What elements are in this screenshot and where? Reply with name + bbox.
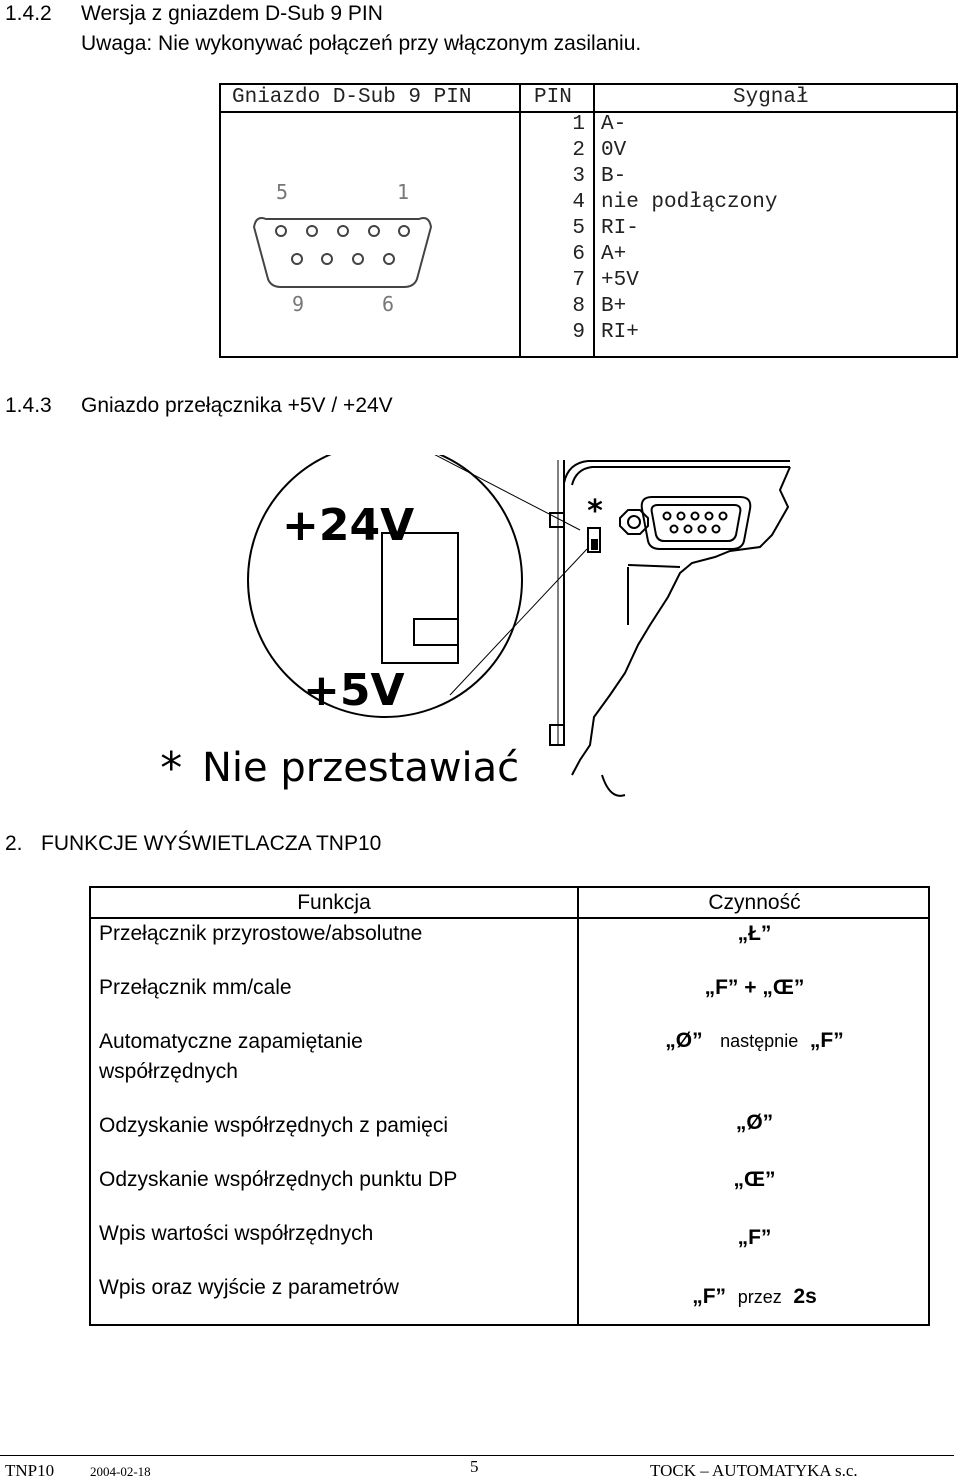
section-heading-2 bbox=[5, 832, 381, 856]
footer-page-number: 5 bbox=[470, 1457, 479, 1476]
pin-number: 6 bbox=[572, 243, 585, 266]
action-text: następnie bbox=[720, 1031, 799, 1051]
footer-model: TNP10 bbox=[5, 1461, 55, 1480]
pin-signal: RI- bbox=[601, 217, 639, 240]
label-24v: +24V bbox=[282, 500, 415, 551]
action-key: „Ø” bbox=[665, 1029, 703, 1052]
pin-number: 1 bbox=[572, 113, 585, 136]
pin-signal: A- bbox=[601, 113, 627, 136]
function-action: „F” bbox=[737, 1226, 772, 1249]
housing-asterisk-icon: * bbox=[586, 494, 605, 529]
header-pin: PIN bbox=[534, 86, 572, 109]
function-action: „F” + „Œ” bbox=[704, 976, 805, 999]
pin-signal: B+ bbox=[601, 295, 627, 318]
function-name: Odzyskanie współrzędnych z pamięci bbox=[99, 1114, 448, 1137]
header-socket: Gniazdo D-Sub 9 PIN bbox=[232, 86, 472, 109]
function-name: Przełącznik przyrostowe/absolutne bbox=[99, 922, 423, 945]
warning-text: Uwaga: Nie wykonywać połączeń przy włączonym zasilaniu. bbox=[81, 32, 642, 55]
section-heading-142 bbox=[5, 2, 383, 26]
note-asterisk: * bbox=[158, 743, 185, 794]
connector-label-1: 1 bbox=[397, 180, 410, 204]
function-name: Odzyskanie współrzędnych punktu DP bbox=[99, 1168, 458, 1191]
section-number: 1.4.2 bbox=[5, 2, 52, 25]
section-number: 1.4.3 bbox=[5, 394, 52, 417]
page-footer bbox=[0, 1455, 960, 1481]
function-action bbox=[581, 1282, 928, 1312]
function-name: Wpis oraz wyjście z parametrów bbox=[99, 1276, 399, 1299]
action-key: „F” bbox=[692, 1285, 727, 1308]
header-signal: Sygnał bbox=[733, 86, 809, 109]
voltage-switch-figure bbox=[140, 455, 960, 805]
pin-signal: RI+ bbox=[601, 321, 639, 344]
function-action: „Ł” bbox=[737, 922, 772, 945]
dsub-pin-table bbox=[219, 83, 958, 358]
function-name: Przełącznik mm/cale bbox=[99, 976, 292, 999]
footer-company: TOCK – AUTOMATYKA s.c. bbox=[650, 1461, 858, 1480]
pin-signal: 0V bbox=[601, 139, 627, 162]
pin-signal: +5V bbox=[601, 269, 639, 292]
pin-signal: A+ bbox=[601, 243, 627, 266]
action-key: 2s bbox=[793, 1285, 817, 1308]
pin-number: 9 bbox=[572, 321, 585, 344]
function-action: „Ø” bbox=[735, 1111, 774, 1134]
connector-label-5: 5 bbox=[276, 180, 289, 204]
pin-number: 5 bbox=[572, 217, 585, 240]
dsub-connector-drawing bbox=[246, 175, 446, 315]
header-function: Funkcja bbox=[297, 891, 371, 914]
function-action: „Œ” bbox=[733, 1168, 776, 1191]
section-heading-143 bbox=[5, 394, 393, 418]
pin-number: 8 bbox=[572, 295, 585, 318]
pin-number: 4 bbox=[572, 191, 585, 214]
header-action: Czynność bbox=[708, 891, 801, 914]
footer-date: 2004-02-18 bbox=[90, 1464, 151, 1479]
pin-signal: nie podłączony bbox=[601, 191, 778, 214]
connector-label-9: 9 bbox=[292, 292, 305, 315]
display-functions-table bbox=[89, 886, 930, 1326]
pin-signal: B- bbox=[601, 165, 627, 188]
connector-label-6: 6 bbox=[382, 292, 395, 315]
pin-number: 3 bbox=[572, 165, 585, 188]
action-text: przez bbox=[737, 1287, 782, 1307]
function-name: Automatyczne zapamiętanie współrzędnych bbox=[99, 1030, 363, 1083]
section-number: 2. bbox=[5, 832, 23, 855]
note-do-not-change: Nie przestawiać bbox=[202, 745, 520, 791]
dsub-port-icon bbox=[642, 497, 751, 549]
label-5v: +5V bbox=[303, 665, 405, 716]
section-title: Gniazdo przełącznika +5V / +24V bbox=[81, 394, 393, 417]
action-key: „F” bbox=[809, 1029, 844, 1052]
function-action bbox=[581, 1026, 928, 1056]
pin-number: 7 bbox=[572, 269, 585, 292]
section-title: Wersja z gniazdem D-Sub 9 PIN bbox=[81, 2, 383, 25]
function-name: Wpis wartości współrzędnych bbox=[99, 1222, 374, 1245]
pin-number: 2 bbox=[572, 139, 585, 162]
section-title: FUNKCJE WYŚWIETLACZA TNP10 bbox=[41, 832, 382, 855]
